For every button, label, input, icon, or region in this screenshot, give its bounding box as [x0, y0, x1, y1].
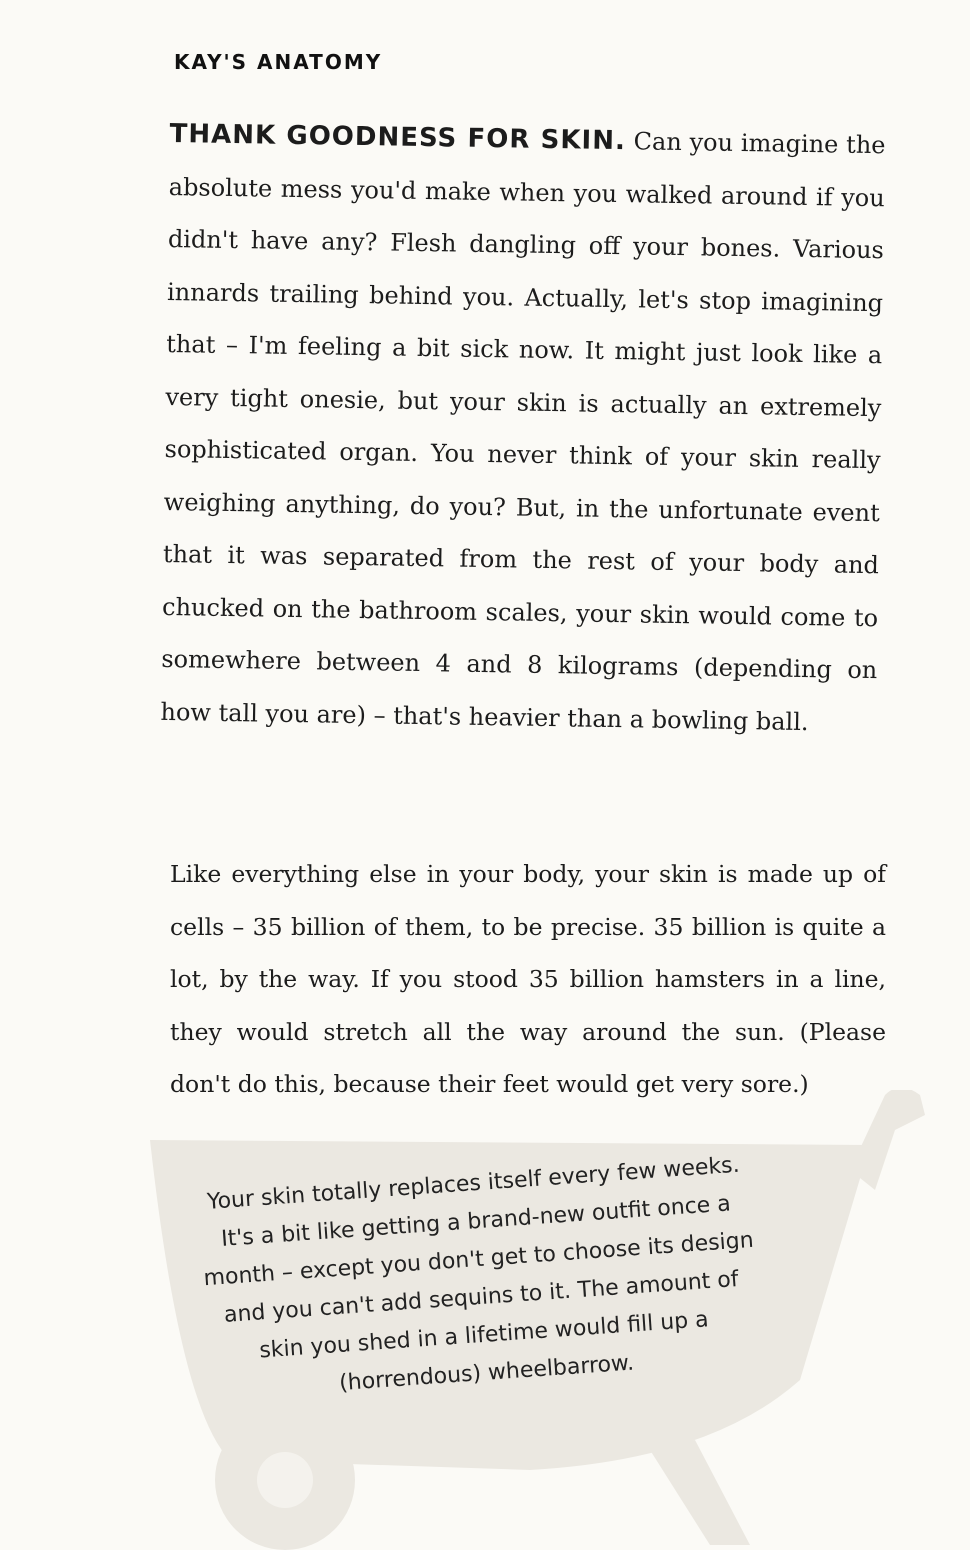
paragraph-lead-in: THANK GOODNESS FOR SKIN. — [169, 118, 627, 157]
wheelbarrow-leg — [650, 1440, 750, 1545]
body-paragraph-1 — [160, 108, 886, 749]
wheelbarrow-hub — [257, 1452, 313, 1508]
fact-box-text: Your skin totally replaces itself every few weeks. It's a bit like getting a brand-new outfit once a month – except you don't get to choose its design and you can't add sequins to it. The amount of skin you shed in a lifetime would fill up a (horrendous) wheelbarrow. — [202, 1152, 755, 1397]
wheelbarrow-handle — [850, 1090, 925, 1190]
running-header: KAY'S ANATOMY — [174, 50, 383, 74]
body-paragraph-2: Like everything else in your body, your skin is made up of cells – 35 billion of them, to be precise. 35 billion is quite a lot, by the way. If you stood 35 billion hamsters in a line, they would stretch all the way around the sun. (Please don't do this, because their feet would get very sore.) — [170, 860, 886, 1098]
paragraph-1-text: Can you imagine the absolute mess you'd make when you walked around if you didn't have any? Flesh dangling off your bones. Various innards trailing behind you. Actually, let's stop imagining that – I'm feeling a bit sick now. It might just look like a very tight onesie, but your skin is actually an extremely sophisticated organ. You never think of your skin really weighing anything, do you? But, in the unfortunate event that it was separated from the rest of your body and chucked on the bathroom scales, your skin would come to somewhere between 4 and 8 kilograms (depending on how tall you are) – that's heavier than a bowling ball. — [160, 127, 886, 736]
